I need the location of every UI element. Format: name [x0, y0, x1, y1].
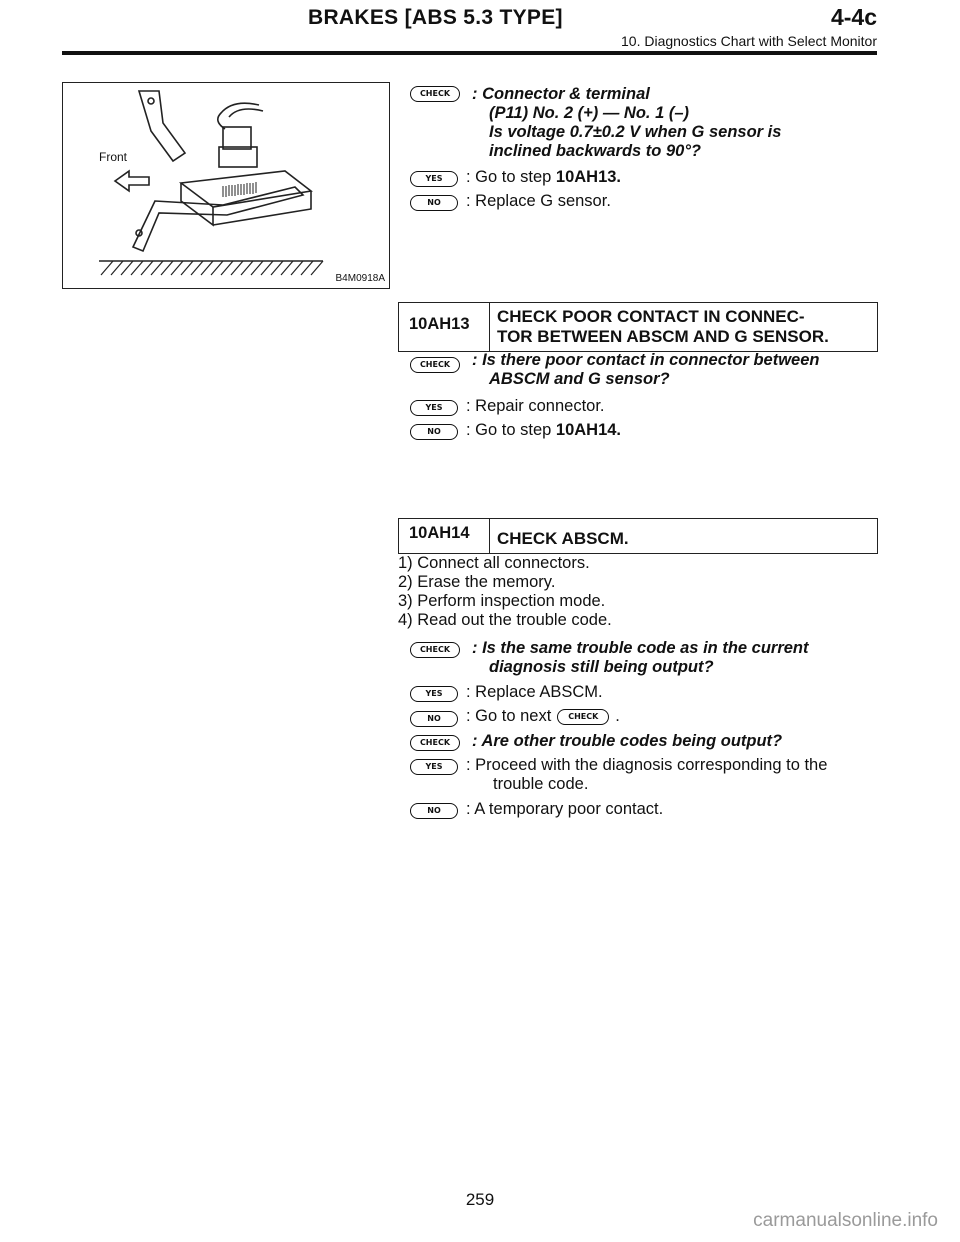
header-rule	[62, 51, 877, 55]
step-number: 10AH14	[409, 524, 470, 542]
check-question: : Is there poor contact in connector between ABSCM and G sensor?	[472, 351, 820, 388]
check-question: : Are other trouble codes being output?	[472, 732, 783, 750]
no-tag: NO	[410, 803, 458, 819]
g-sensor-figure	[62, 82, 390, 289]
check-question: : Is the same trouble code as in the current diagnosis still being output?	[472, 639, 809, 676]
check-tag: CHECK	[410, 642, 460, 658]
yes-tag: YES	[410, 686, 458, 702]
check-tag: CHECK	[410, 86, 460, 102]
check-question: : Connector & terminal (P11) No. 2 (+) — No. 1 (–) Is voltage 0.7±0.2 V when G sensor is inclined backwards to 90°?	[472, 85, 782, 160]
step-number: 10AH13	[409, 315, 470, 333]
procedure-step: 1) Connect all connectors.	[398, 554, 590, 572]
front-direction-label: Front	[99, 150, 128, 164]
yes-answer: : Replace ABSCM.	[466, 683, 603, 701]
section-code: 4-4c	[830, 4, 877, 30]
yes-answer: : Go to step 10AH13.	[466, 168, 622, 186]
yes-tag: YES	[410, 400, 458, 416]
figure-code: B4M0918A	[335, 273, 385, 284]
check-tag-inline: CHECK	[557, 709, 609, 725]
no-answer: : Go to step 10AH14.	[466, 421, 622, 439]
yes-tag: YES	[410, 759, 458, 775]
step-title: CHECK ABSCM.	[497, 529, 629, 548]
yes-answer: : Repair connector.	[466, 397, 605, 415]
page-number: 259	[465, 1190, 495, 1209]
step-title: CHECK POOR CONTACT IN CONNEC- TOR BETWEEN ABSCM AND G SENSOR.	[497, 307, 829, 346]
no-answer: : A temporary poor contact.	[466, 800, 664, 818]
section-title: BRAKES [ABS 5.3 TYPE]	[308, 6, 563, 29]
no-tag: NO	[410, 711, 458, 727]
check-tag: CHECK	[410, 357, 460, 373]
procedure-step: 2) Erase the memory.	[398, 573, 556, 591]
step-header-10ah14	[398, 518, 878, 554]
watermark: carmanualsonline.info	[753, 1210, 938, 1231]
procedure-step: 4) Read out the trouble code.	[398, 611, 612, 629]
no-tag: NO	[410, 424, 458, 440]
no-tag: NO	[410, 195, 458, 211]
yes-tag: YES	[410, 171, 458, 187]
procedure-step: 3) Perform inspection mode.	[398, 592, 606, 610]
yes-answer: : Proceed with the diagnosis corresponding to the trouble code.	[466, 756, 828, 793]
no-answer: : Go to next CHECK .	[466, 707, 620, 725]
no-answer: : Replace G sensor.	[466, 192, 611, 210]
g-sensor-illustration	[63, 83, 389, 288]
check-tag: CHECK	[410, 735, 460, 751]
step-header-10ah13	[398, 302, 878, 352]
procedure-list	[398, 554, 612, 630]
section-subtitle: 10. Diagnostics Chart with Select Monitor	[621, 33, 877, 49]
